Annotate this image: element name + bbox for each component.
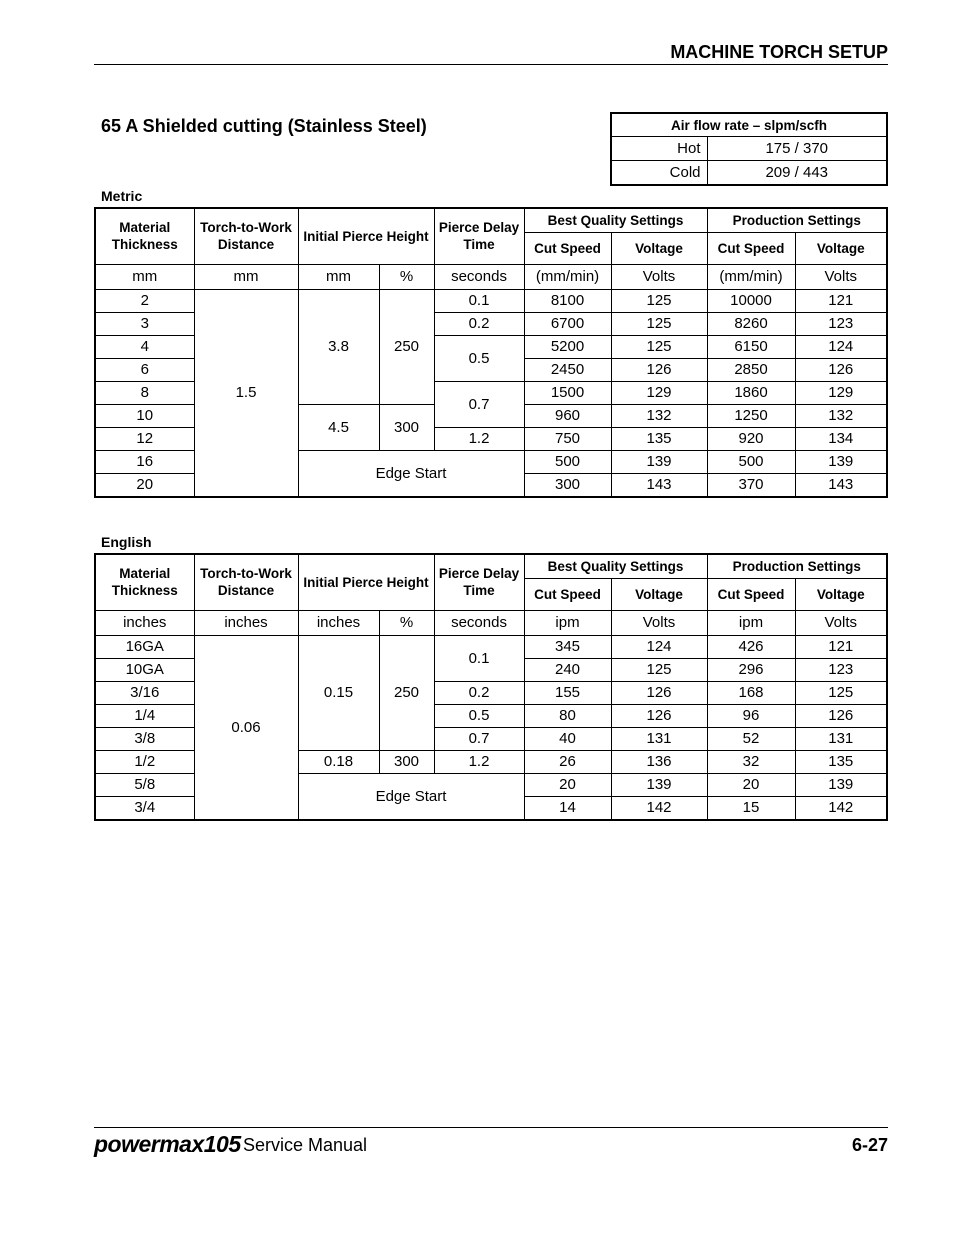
bq-voltage-cell: 139 — [611, 773, 707, 796]
col-p-cut-speed: Cut Speed — [707, 578, 795, 610]
thickness-cell: 6 — [95, 358, 194, 381]
bq-voltage-cell: 142 — [611, 796, 707, 820]
bq-voltage-cell: 126 — [611, 358, 707, 381]
bq-speed-cell: 155 — [524, 681, 611, 704]
unit-cell: inches — [194, 610, 298, 635]
p-voltage-cell: 121 — [795, 289, 887, 312]
bq-voltage-cell: 129 — [611, 381, 707, 404]
bq-voltage-cell: 132 — [611, 404, 707, 427]
pierce-delay-cell: 0.5 — [434, 335, 524, 381]
airflow-table — [610, 112, 888, 186]
units-row — [95, 264, 887, 289]
col-pierce-delay: Pierce Delay Time — [434, 208, 524, 264]
pierce-delay-cell: 0.1 — [434, 289, 524, 312]
p-speed-cell: 920 — [707, 427, 795, 450]
header-divider — [94, 64, 888, 65]
unit-cell: mm — [194, 264, 298, 289]
col-bq-voltage: Voltage — [611, 232, 707, 264]
bq-speed-cell: 345 — [524, 635, 611, 658]
p-speed-cell: 6150 — [707, 335, 795, 358]
p-speed-cell: 96 — [707, 704, 795, 727]
p-voltage-cell: 131 — [795, 727, 887, 750]
p-speed-cell: 296 — [707, 658, 795, 681]
unit-cell: (mm/min) — [707, 264, 795, 289]
p-speed-cell: 32 — [707, 750, 795, 773]
pierce-pct-cell: 300 — [379, 404, 434, 450]
footer-divider — [94, 1127, 888, 1128]
p-voltage-cell: 134 — [795, 427, 887, 450]
col-bq-voltage: Voltage — [611, 578, 707, 610]
metric-label: Metric — [101, 188, 143, 204]
thickness-cell: 16GA — [95, 635, 194, 658]
p-speed-cell: 1250 — [707, 404, 795, 427]
table-row — [95, 289, 887, 312]
bq-voltage-cell: 126 — [611, 681, 707, 704]
bq-speed-cell: 1500 — [524, 381, 611, 404]
col-material-thickness: Material Thickness — [95, 554, 194, 610]
unit-cell: % — [379, 264, 434, 289]
thickness-cell: 3/8 — [95, 727, 194, 750]
unit-cell: Volts — [795, 264, 887, 289]
bq-voltage-cell: 124 — [611, 635, 707, 658]
p-voltage-cell: 143 — [795, 473, 887, 497]
col-torch-distance: Torch-to-Work Distance — [194, 208, 298, 264]
col-p-voltage: Voltage — [795, 232, 887, 264]
thickness-cell: 1/4 — [95, 704, 194, 727]
col-best-quality: Best Quality Settings — [524, 554, 707, 578]
unit-cell: % — [379, 610, 434, 635]
bq-speed-cell: 80 — [524, 704, 611, 727]
airflow-label: Cold — [611, 161, 707, 186]
col-pierce-height: Initial Pierce Height — [298, 554, 434, 610]
airflow-label: Hot — [611, 137, 707, 161]
bq-voltage-cell: 139 — [611, 450, 707, 473]
bq-voltage-cell: 126 — [611, 704, 707, 727]
p-voltage-cell: 126 — [795, 358, 887, 381]
pierce-pct-cell: 250 — [379, 289, 434, 404]
p-speed-cell: 370 — [707, 473, 795, 497]
pierce-height-cell: 0.15 — [298, 635, 379, 750]
col-p-cut-speed: Cut Speed — [707, 232, 795, 264]
p-voltage-cell: 121 — [795, 635, 887, 658]
unit-cell: ipm — [524, 610, 611, 635]
p-speed-cell: 1860 — [707, 381, 795, 404]
p-voltage-cell: 139 — [795, 450, 887, 473]
p-voltage-cell: 126 — [795, 704, 887, 727]
pierce-pct-cell: 250 — [379, 635, 434, 750]
unit-cell: ipm — [707, 610, 795, 635]
thickness-cell: 20 — [95, 473, 194, 497]
bq-speed-cell: 5200 — [524, 335, 611, 358]
page-header-title: MACHINE TORCH SETUP — [670, 42, 888, 62]
p-voltage-cell: 125 — [795, 681, 887, 704]
thickness-cell: 1/2 — [95, 750, 194, 773]
thickness-cell: 2 — [95, 289, 194, 312]
bq-voltage-cell: 125 — [611, 289, 707, 312]
bq-speed-cell: 20 — [524, 773, 611, 796]
thickness-cell: 8 — [95, 381, 194, 404]
airflow-row — [611, 137, 887, 161]
p-voltage-cell: 123 — [795, 312, 887, 335]
p-speed-cell: 15 — [707, 796, 795, 820]
bq-speed-cell: 240 — [524, 658, 611, 681]
pierce-delay-cell: 0.1 — [434, 635, 524, 681]
p-speed-cell: 168 — [707, 681, 795, 704]
p-speed-cell: 8260 — [707, 312, 795, 335]
brand-logo: powermax105 — [94, 1131, 241, 1157]
bq-voltage-cell: 136 — [611, 750, 707, 773]
airflow-header: Air flow rate – slpm/scfh — [611, 113, 887, 137]
p-speed-cell: 2850 — [707, 358, 795, 381]
unit-cell: inches — [298, 610, 379, 635]
p-voltage-cell: 135 — [795, 750, 887, 773]
col-material-thickness: Material Thickness — [95, 208, 194, 264]
thickness-cell: 16 — [95, 450, 194, 473]
bq-speed-cell: 14 — [524, 796, 611, 820]
bq-speed-cell: 8100 — [524, 289, 611, 312]
page-number: 6-27 — [851, 1135, 888, 1155]
bq-speed-cell: 6700 — [524, 312, 611, 335]
col-p-voltage: Voltage — [795, 578, 887, 610]
thickness-cell: 3 — [95, 312, 194, 335]
p-speed-cell: 52 — [707, 727, 795, 750]
thickness-cell: 3/4 — [95, 796, 194, 820]
edge-start-cell: Edge Start — [298, 773, 524, 820]
p-speed-cell: 20 — [707, 773, 795, 796]
col-production: Production Settings — [707, 208, 887, 232]
edge-start-cell: Edge Start — [298, 450, 524, 497]
bq-voltage-cell: 125 — [611, 312, 707, 335]
bq-speed-cell: 2450 — [524, 358, 611, 381]
units-row — [95, 610, 887, 635]
torch-distance-cell: 0.06 — [194, 635, 298, 820]
english-table — [94, 553, 888, 821]
col-pierce-height: Initial Pierce Height — [298, 208, 434, 264]
airflow-value: 175 / 370 — [707, 137, 887, 161]
bq-voltage-cell: 131 — [611, 727, 707, 750]
pierce-pct-cell: 300 — [379, 750, 434, 773]
thickness-cell: 10GA — [95, 658, 194, 681]
p-voltage-cell: 129 — [795, 381, 887, 404]
bq-speed-cell: 500 — [524, 450, 611, 473]
torch-distance-cell: 1.5 — [194, 289, 298, 497]
unit-cell: mm — [298, 264, 379, 289]
pierce-delay-cell: 0.7 — [434, 727, 524, 750]
pierce-delay-cell: 1.2 — [434, 427, 524, 450]
p-voltage-cell: 139 — [795, 773, 887, 796]
col-production: Production Settings — [707, 554, 887, 578]
p-speed-cell: 10000 — [707, 289, 795, 312]
section-title: 65 A Shielded cutting (Stainless Steel) — [101, 116, 427, 136]
english-label: English — [101, 534, 152, 550]
bq-voltage-cell: 125 — [611, 335, 707, 358]
col-torch-distance: Torch-to-Work Distance — [194, 554, 298, 610]
manual-title: Service Manual — [243, 1135, 368, 1155]
pierce-height-cell: 3.8 — [298, 289, 379, 404]
thickness-cell: 4 — [95, 335, 194, 358]
pierce-delay-cell: 0.2 — [434, 312, 524, 335]
pierce-delay-cell: 0.2 — [434, 681, 524, 704]
unit-cell: (mm/min) — [524, 264, 611, 289]
thickness-cell: 3/16 — [95, 681, 194, 704]
airflow-row — [611, 161, 887, 186]
table-row — [95, 635, 887, 658]
unit-cell: Volts — [795, 610, 887, 635]
bq-speed-cell: 40 — [524, 727, 611, 750]
p-voltage-cell: 132 — [795, 404, 887, 427]
unit-cell: inches — [95, 610, 194, 635]
airflow-value: 209 / 443 — [707, 161, 887, 186]
pierce-height-cell: 4.5 — [298, 404, 379, 450]
unit-cell: Volts — [611, 610, 707, 635]
col-best-quality: Best Quality Settings — [524, 208, 707, 232]
unit-cell: seconds — [434, 610, 524, 635]
col-bq-cut-speed: Cut Speed — [524, 232, 611, 264]
bq-voltage-cell: 125 — [611, 658, 707, 681]
thickness-cell: 10 — [95, 404, 194, 427]
pierce-height-cell: 0.18 — [298, 750, 379, 773]
thickness-cell: 12 — [95, 427, 194, 450]
thickness-cell: 5/8 — [95, 773, 194, 796]
bq-speed-cell: 960 — [524, 404, 611, 427]
pierce-delay-cell: 1.2 — [434, 750, 524, 773]
unit-cell: seconds — [434, 264, 524, 289]
metric-table — [94, 207, 888, 498]
col-bq-cut-speed: Cut Speed — [524, 578, 611, 610]
pierce-delay-cell: 0.5 — [434, 704, 524, 727]
unit-cell: Volts — [611, 264, 707, 289]
bq-speed-cell: 26 — [524, 750, 611, 773]
p-voltage-cell: 124 — [795, 335, 887, 358]
pierce-delay-cell: 0.7 — [434, 381, 524, 427]
p-voltage-cell: 142 — [795, 796, 887, 820]
p-speed-cell: 500 — [707, 450, 795, 473]
unit-cell: mm — [95, 264, 194, 289]
bq-voltage-cell: 143 — [611, 473, 707, 497]
p-speed-cell: 426 — [707, 635, 795, 658]
col-pierce-delay: Pierce Delay Time — [434, 554, 524, 610]
bq-speed-cell: 300 — [524, 473, 611, 497]
bq-voltage-cell: 135 — [611, 427, 707, 450]
bq-speed-cell: 750 — [524, 427, 611, 450]
p-voltage-cell: 123 — [795, 658, 887, 681]
